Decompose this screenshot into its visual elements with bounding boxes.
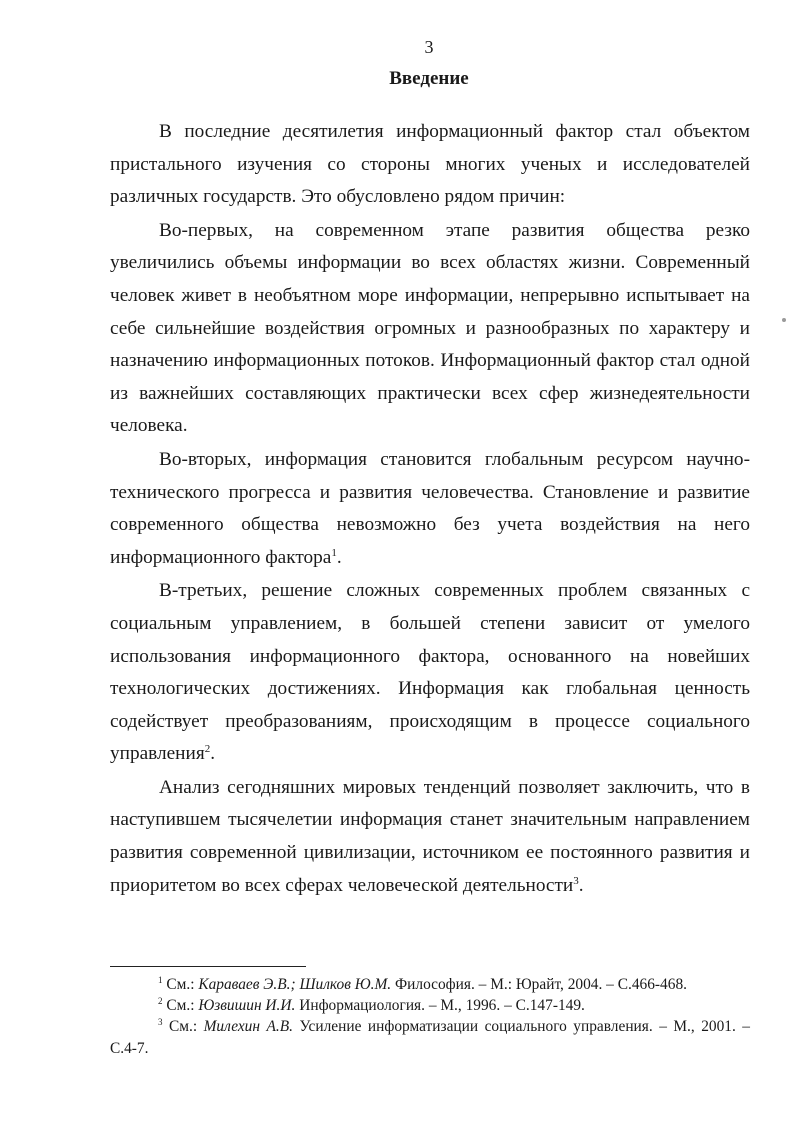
paragraph-second-reason — [110, 444, 750, 574]
paragraph-conclusion — [110, 772, 750, 902]
paragraph-text: Во-первых, на современном этапе развития общества резко увеличились объемы информации во всех областях жизни. Современный человек живет в необъятном море информации, непрерывно испытывает на себе сильнейшие воздействия огромных и разнообразных по характеру и назначению информационных потоков. Информационный фактор стал одной из важнейших составляющих практически всех сфер жизнедеятельности человека. — [110, 219, 750, 437]
paragraph-text: В последние десятилетия информационный фактор стал объектом пристального изучения со стороны многих ученых и исследователей различных государств. Это обусловлено рядом причин: — [110, 121, 750, 208]
paragraph-text: Во-вторых, информация становится глобальным ресурсом научно-технического прогресса и развития человечества. Становление и развитие современного общества невозможно без учета воздействия на него информационного фактора — [110, 448, 750, 568]
paragraph-intro — [110, 116, 750, 214]
footnote-prefix: См.: — [166, 976, 195, 993]
page-title: Введение — [389, 68, 469, 89]
footnote-separator — [110, 966, 306, 967]
page-number: 3 — [424, 37, 434, 57]
paragraph-third-reason — [110, 575, 750, 771]
footnote-mark: 1 — [158, 975, 163, 985]
paragraph-end: . — [578, 874, 584, 896]
footnote-mark: 3 — [158, 1017, 163, 1028]
footnote-source: Усиление информатизации социального управления. – М., 2001. – С.4-7. — [110, 1018, 751, 1057]
footnote-ref-2: 2 — [204, 743, 211, 756]
body-text — [110, 116, 750, 902]
paragraph-text: В-третьих, решение сложных современных проблем связанных с социальным управлением, в большей степени зависит от умелого использования информационного фактора, основанного на новейших технологических достижениях. Информация как глобальная ценность содействует преобразованиям, происходящим в процессе социального управления — [110, 580, 750, 765]
footnote-2 — [110, 995, 750, 1016]
scan-speck — [782, 318, 786, 322]
paragraph-text: Анализ сегодняшних мировых тенденций позволяет заключить, что в наступившем тысячелетии информация станет значительным направлением развития современной цивилизации, источником ее постоянного развития и приоритетом во всех сферах человеческой деятельности — [110, 776, 750, 896]
paragraph-end: . — [336, 546, 342, 568]
footnote-prefix: См.: — [166, 997, 195, 1015]
footnote-authors: Юзвишин И.И. — [198, 997, 296, 1015]
footnote-mark: 2 — [158, 996, 163, 1007]
footnote-source: Философия. – М.: Юрайт, 2004. – С.466-468. — [395, 976, 687, 993]
footnote-1 — [110, 974, 750, 995]
footnote-source: Информациология. – М., 1996. – С.147-149. — [299, 997, 585, 1015]
footnote-ref-1: 1 — [331, 546, 337, 559]
paragraph-first-reason — [110, 215, 750, 443]
paragraph-end: . — [210, 743, 216, 765]
footnote-authors: Караваев Э.В.; Шилков Ю.М. — [198, 976, 392, 993]
footnote-3 — [110, 1016, 750, 1058]
footnote-ref-3: 3 — [573, 874, 579, 887]
footnote-authors: Милехин А.В. — [203, 1018, 293, 1036]
footnote-prefix: См.: — [168, 1018, 198, 1036]
footnotes — [110, 974, 750, 1059]
